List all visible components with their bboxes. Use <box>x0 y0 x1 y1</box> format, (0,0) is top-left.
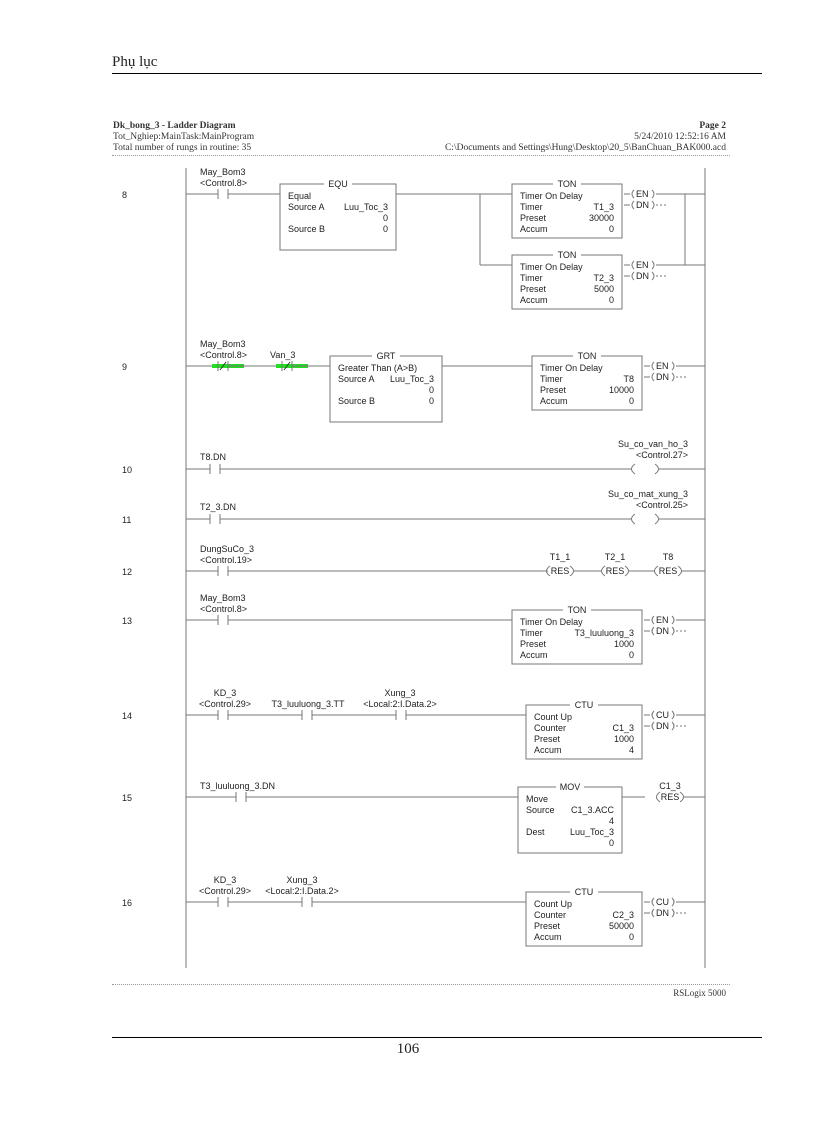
contact-alias: <Control.29> <box>198 699 252 709</box>
coil-right-arc <box>655 514 659 524</box>
output-right-arc <box>652 261 654 269</box>
contact-tag: T2_3.DN <box>200 502 237 512</box>
block-field-value: Luu_Toc_3 <box>343 202 388 212</box>
coil-right-arc <box>570 566 574 576</box>
sheet-rung-count: Total number of rungs in routine: 35 <box>113 143 252 153</box>
contact-xic <box>302 710 312 720</box>
rung-number: 15 <box>122 793 133 803</box>
coil-res <box>602 566 629 576</box>
contact-xic <box>218 189 228 199</box>
block-field-value: C2_3 <box>612 910 634 920</box>
block-field-label: Preset <box>520 213 547 223</box>
output-left-arc <box>652 898 654 906</box>
block-field-label: Source <box>526 805 555 815</box>
coil-type-label: RES <box>658 566 678 576</box>
contact-xic <box>236 792 246 802</box>
block-field-label: Accum <box>520 650 548 660</box>
block-field-value: 0 <box>628 932 634 942</box>
block-name: MOV <box>559 782 581 792</box>
ctu-block <box>526 700 642 759</box>
contact-tag: T8.DN <box>200 452 227 462</box>
output-right-arc <box>672 362 674 370</box>
block-desc: Equal <box>288 191 312 201</box>
contact-tag: T3_luuluong_3.DN <box>200 781 276 791</box>
output-left-arc <box>652 362 654 370</box>
ton-block <box>512 605 642 664</box>
block-field-value: C1_3 <box>612 723 634 733</box>
block-field-value: C1_3.ACC <box>570 805 614 815</box>
block-name: CTU <box>574 887 594 897</box>
contact-tag: Xung_3 <box>286 875 318 885</box>
block-field-label: Counter <box>534 723 567 733</box>
block-field-label: Preset <box>520 284 547 294</box>
output-right-arc <box>672 711 674 719</box>
contact-tag: May_Bom3 <box>200 593 246 603</box>
coil-type-label: RES <box>605 566 625 576</box>
contact-tag: DungSuCo_3 <box>200 544 255 554</box>
coil-alias: <Control.27> <box>635 450 688 460</box>
block-field-value: 5000 <box>593 284 614 294</box>
block-field-label: Preset <box>520 639 547 649</box>
sheet-program: Tot_Nghiep:MainTask:MainProgram <box>113 132 255 142</box>
block-field-label: Source B <box>338 396 376 406</box>
block-desc: Timer On Delay <box>540 363 603 373</box>
block-field-value: 0 <box>628 650 634 660</box>
coil-tag: Su_co_van_ho_3 <box>617 439 688 449</box>
output-left-arc <box>652 373 654 381</box>
block-field-value: T8 <box>623 374 634 384</box>
block-field-value: 30000 <box>588 213 614 223</box>
coil-tag: T1_1 <box>549 552 571 562</box>
output-label-cu: CU <box>656 897 669 907</box>
coil-left-arc <box>655 566 659 576</box>
output-right-arc <box>672 722 674 730</box>
contact-xic <box>396 710 406 720</box>
ton-block <box>532 351 642 410</box>
contact-alias: <Local:2:I.Data.2> <box>265 886 339 896</box>
coil-tag: T8 <box>662 552 674 562</box>
block-field-value: 1000 <box>613 639 634 649</box>
output-label-en: EN <box>656 361 669 371</box>
block-field-label: Timer <box>520 273 543 283</box>
page-header: Phụ lục <box>112 54 158 70</box>
block-field-value: 4 <box>628 745 634 755</box>
contact-alias: <Control.19> <box>200 555 253 565</box>
contact-tag: KD_3 <box>213 688 237 698</box>
output-left-arc <box>632 190 634 198</box>
footer-rule <box>112 1037 762 1038</box>
block-field-value: 0 <box>428 396 434 406</box>
rung-number: 12 <box>122 567 133 577</box>
block-name: CTU <box>574 700 594 710</box>
output-right-arc <box>652 190 654 198</box>
sheet-path: C:\Documents and Settings\Hung\Desktop\20_5\BanChuan_BAK000.acd <box>444 143 726 153</box>
block-field-label: Preset <box>534 921 561 931</box>
coil-left-arc <box>657 792 661 802</box>
block-name: EQU <box>328 179 348 189</box>
page-number: 106 <box>396 1041 420 1057</box>
output-left-arc <box>652 627 654 635</box>
grt-block <box>330 351 442 422</box>
sheet-datetime: 5/24/2010 12:52:16 AM <box>634 132 726 142</box>
coil-res <box>655 566 682 576</box>
coil-res <box>547 566 574 576</box>
output-label-dn: DN <box>656 372 669 382</box>
equ-block <box>280 179 396 250</box>
output-label-en: EN <box>636 260 649 270</box>
rung-number: 13 <box>122 616 133 626</box>
coil-ote <box>632 464 659 474</box>
ton-block <box>512 179 622 238</box>
coil-right-arc <box>655 464 659 474</box>
contact-alias: <Local:2:I.Data.2> <box>363 699 437 709</box>
contact-xic <box>210 464 220 474</box>
block-name: TON <box>557 179 577 189</box>
block-field-label: Dest <box>526 827 545 837</box>
contact-alias: <Control.29> <box>198 886 252 896</box>
block-field-label: Accum <box>534 745 562 755</box>
block-desc: Count Up <box>534 899 573 909</box>
rung-number: 16 <box>122 898 133 908</box>
block-field-label: Source A <box>338 374 375 384</box>
output-left-arc <box>652 722 654 730</box>
contact-tag: May_Bom3 <box>200 339 246 349</box>
contact-tag: T3_luuluong_3.TT <box>271 699 345 709</box>
coil-type-label: RES <box>660 792 680 802</box>
output-label-dn: DN <box>656 626 669 636</box>
output-label-en: EN <box>656 615 669 625</box>
contact-xic <box>302 897 312 907</box>
block-name: GRT <box>376 351 396 361</box>
coil-left-arc <box>602 566 606 576</box>
coil-alias: <Control.25> <box>635 500 688 510</box>
block-field-value: T3_luuluong_3 <box>574 628 634 638</box>
sheet-footer-rule <box>112 984 730 985</box>
rung-number: 8 <box>122 190 128 200</box>
output-label-en: EN <box>636 189 649 199</box>
block-field-label: Accum <box>534 932 562 942</box>
block-field-value: 0 <box>382 213 388 223</box>
block-field-label: Timer <box>540 374 563 384</box>
block-field-value: 0 <box>382 224 388 234</box>
sheet-title: Dk_bong_3 - Ladder Diagram <box>113 121 236 131</box>
block-desc: Greater Than (A>B) <box>338 363 418 373</box>
block-field-label: Accum <box>540 396 568 406</box>
output-right-arc <box>672 616 674 624</box>
block-field-value: 50000 <box>608 921 634 931</box>
contact-tag: May_Bom3 <box>200 167 246 177</box>
output-right-arc <box>672 373 674 381</box>
block-name: TON <box>557 250 577 260</box>
block-desc: Timer On Delay <box>520 617 583 627</box>
coil-tag: T2_1 <box>604 552 626 562</box>
contact-tag: Xung_3 <box>384 688 416 698</box>
output-right-arc <box>672 909 674 917</box>
block-field-value: Luu_Toc_3 <box>569 827 614 837</box>
coil-right-arc <box>678 566 682 576</box>
rung-number: 10 <box>122 465 133 475</box>
coil-res <box>657 792 684 802</box>
coil-right-arc <box>625 566 629 576</box>
block-field-label: Source A <box>288 202 325 212</box>
ctu-block <box>526 887 642 946</box>
ton-block <box>512 250 622 309</box>
contact-xic <box>218 897 228 907</box>
block-field-value: 0 <box>608 295 614 305</box>
contact-tag: KD_3 <box>213 875 237 885</box>
rung-number: 11 <box>122 515 132 525</box>
block-field-label: Preset <box>534 734 561 744</box>
block-field-label: Accum <box>520 224 548 234</box>
output-right-arc <box>672 898 674 906</box>
output-left-arc <box>652 909 654 917</box>
block-desc: Count Up <box>534 712 573 722</box>
block-field-label: Preset <box>540 385 567 395</box>
block-field-value: 0 <box>628 396 634 406</box>
block-desc: Timer On Delay <box>520 191 583 201</box>
output-left-arc <box>652 616 654 624</box>
block-desc: Timer On Delay <box>520 262 583 272</box>
contact-xic <box>210 514 220 524</box>
coil-ote <box>632 514 659 524</box>
sheet-footer: RSLogix 5000 <box>673 988 726 998</box>
rung-number: 9 <box>122 362 128 372</box>
coil-tag: Su_co_mat_xung_3 <box>607 489 688 499</box>
output-left-arc <box>652 711 654 719</box>
output-left-arc <box>632 201 634 209</box>
output-label-dn: DN <box>656 908 669 918</box>
block-field-label: Accum <box>520 295 548 305</box>
output-label-dn: DN <box>636 200 649 210</box>
block-field-label: Timer <box>520 628 543 638</box>
coil-tag: C1_3 <box>659 781 681 791</box>
block-field-value: 4 <box>608 816 614 826</box>
coil-left-arc <box>632 514 636 524</box>
block-field-value: 0 <box>428 385 434 395</box>
block-field-value: T1_3 <box>593 202 614 212</box>
coil-type-label: RES <box>550 566 570 576</box>
output-label-cu: CU <box>656 710 669 720</box>
output-label-dn: DN <box>636 271 649 281</box>
rung-number: 14 <box>122 711 133 721</box>
block-desc: Move <box>526 794 549 804</box>
output-right-arc <box>652 272 654 280</box>
block-field-label: Timer <box>520 202 543 212</box>
coil-left-arc <box>632 464 636 474</box>
sheet-page-label: Page 2 <box>699 121 726 131</box>
contact-alias: <Control.8> <box>200 350 248 360</box>
block-field-value: 10000 <box>608 385 634 395</box>
contact-alias: <Control.8> <box>200 178 248 188</box>
output-right-arc <box>672 627 674 635</box>
contact-xic <box>218 566 228 576</box>
mov-block <box>518 782 622 853</box>
block-field-value: 1000 <box>613 734 634 744</box>
coil-right-arc <box>680 792 684 802</box>
block-name: TON <box>577 351 597 361</box>
output-label-dn: DN <box>656 721 669 731</box>
contact-alias: <Control.8> <box>200 604 248 614</box>
block-field-label: Source B <box>288 224 326 234</box>
output-right-arc <box>652 201 654 209</box>
output-left-arc <box>632 272 634 280</box>
output-left-arc <box>632 261 634 269</box>
block-name: TON <box>567 605 587 615</box>
block-field-label: Counter <box>534 910 567 920</box>
block-field-value: 0 <box>608 838 614 848</box>
block-field-value: Luu_Toc_3 <box>389 374 434 384</box>
contact-xic <box>218 615 228 625</box>
block-field-value: T2_3 <box>593 273 614 283</box>
contact-xic <box>218 710 228 720</box>
block-field-value: 0 <box>608 224 614 234</box>
contact-tag: Van_3 <box>270 350 296 360</box>
